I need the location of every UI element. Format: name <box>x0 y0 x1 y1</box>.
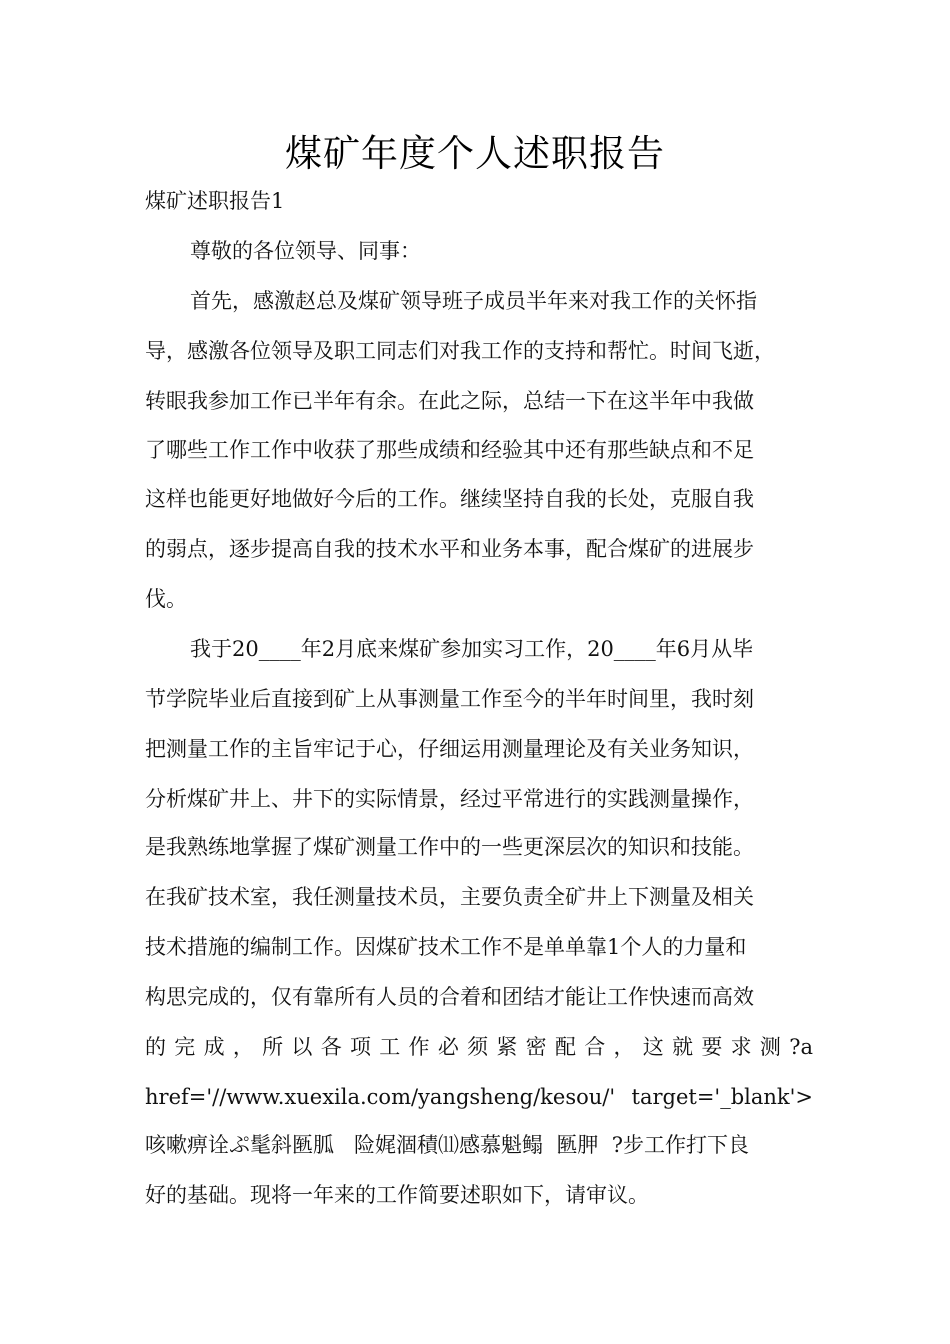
paragraph-line: 导，感激各位领导及职工同志们对我工作的支持和帮忙。时间飞逝， <box>145 339 775 363</box>
paragraph-line: 分析煤矿井上、井下的实际情景，经过平常进行的实践测量操作， <box>145 787 754 811</box>
paragraph-line: 是我熟练地掌握了煤矿测量工作中的一些更深层次的知识和技能。 <box>145 835 754 859</box>
paragraph-line: 咳嗽痹诠ぷ髦斜匦胍 险娓涸積⑾感慕魁鳎 匦胛 ?步工作打下良 <box>145 1133 749 1157</box>
paragraph-line: href='//www.xuexila.com/yangsheng/kesou/' target='_blank'> <box>145 1085 813 1109</box>
paragraph-line: 伐。 <box>145 587 187 611</box>
paragraph-line: 好的基础。现将一年来的工作简要述职如下，请审议。 <box>145 1183 649 1207</box>
paragraph-line: 转眼我参加工作已半年有余。在此之际，总结一下在这半年中我做 <box>145 389 754 413</box>
paragraph-line: 节学院毕业后直接到矿上从事测量工作至今的半年时间里，我时刻 <box>145 687 754 711</box>
paragraph-line: 了哪些工作工作中收获了那些成绩和经验其中还有那些缺点和不足 <box>145 438 754 462</box>
paragraph-line: 在我矿技术室，我任测量技术员，主要负责全矿井上下测量及相关 <box>145 885 754 909</box>
section-heading: 煤矿述职报告1 <box>145 189 285 213</box>
paragraph-line: 构思完成的，仅有靠所有人员的合着和团结才能让工作快速而高效 <box>145 985 754 1009</box>
document-title: 煤矿年度个人述职报告 <box>285 132 665 175</box>
paragraph-line: 技术措施的编制工作。因煤矿技术工作不是单单靠1个人的力量和 <box>145 935 747 959</box>
paragraph-line: 这样也能更好地做好今后的工作。继续坚持自我的长处，克服自我 <box>145 487 754 511</box>
salutation: 尊敬的各位领导、同事： <box>190 239 421 263</box>
paragraph-line: 的弱点，逐步提高自我的技术水平和业务本事，配合煤矿的进展步 <box>145 537 754 561</box>
paragraph-line: 把测量工作的主旨牢记于心，仔细运用测量理论及有关业务知识， <box>145 737 754 761</box>
paragraph-line: 首先，感激赵总及煤矿领导班子成员半年来对我工作的关怀指 <box>190 289 757 313</box>
paragraph-line: 的完成，所以各项工作必须紧密配合，这就要求测?a <box>145 1035 813 1059</box>
paragraph-line: 我于20____年2月底来煤矿参加实习工作，20____年6月从毕 <box>190 637 754 661</box>
